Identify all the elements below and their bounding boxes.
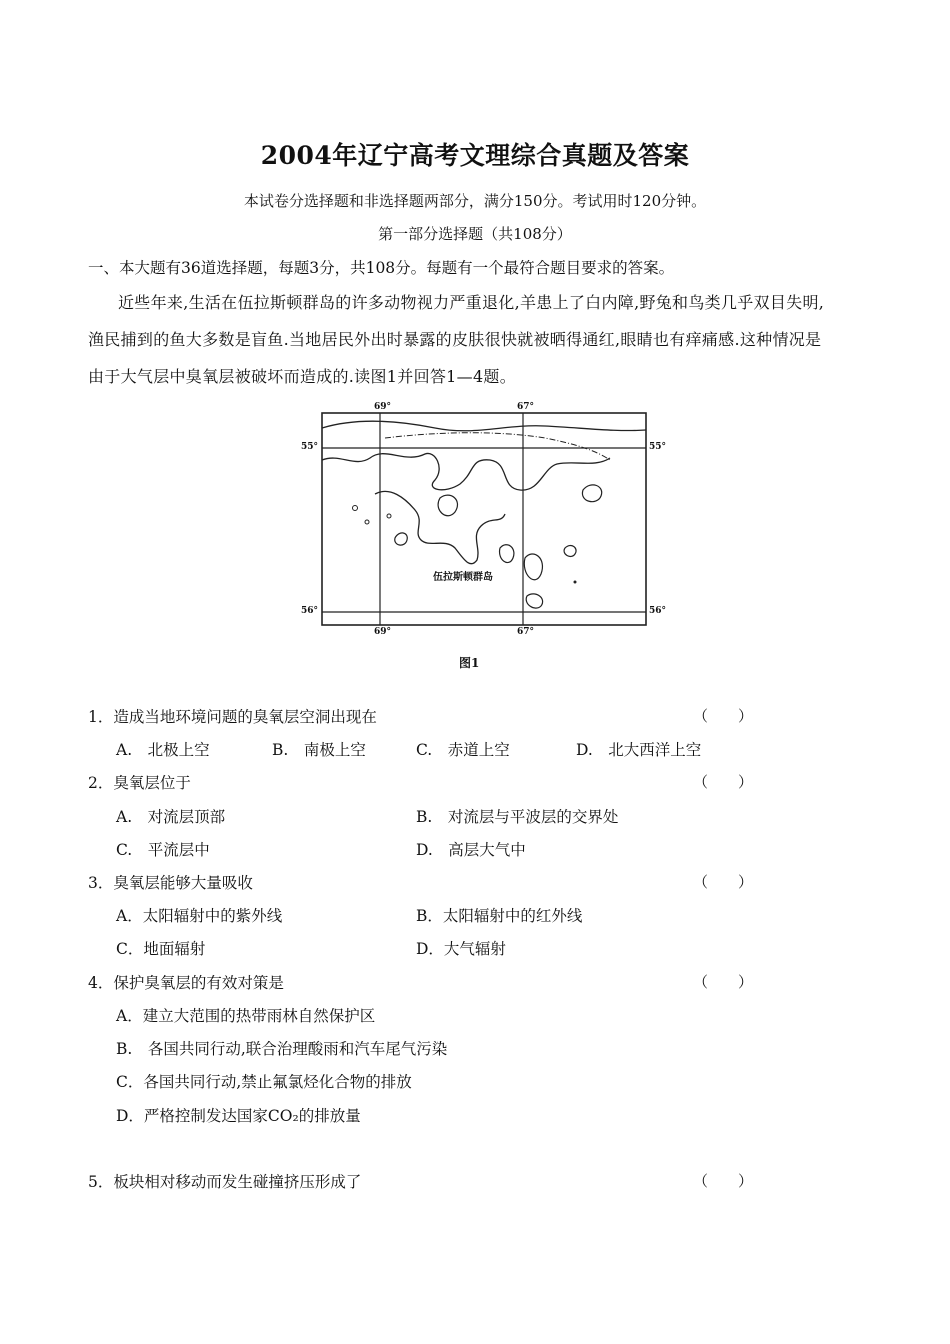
question-2-option-a: A. 对流层顶部 — [116, 808, 226, 826]
question-2-answer-paren: （ ） — [693, 773, 754, 791]
lat-label-56-right: 56° — [649, 606, 667, 616]
question-3-option-a: A．太阳辐射中的紫外线 — [116, 907, 283, 925]
coastline-south — [375, 491, 505, 563]
figure-1-map — [295, 398, 665, 643]
question-4-option-b: B. 各国共同行动,联合治理酸雨和汽车尾气污染 — [116, 1040, 448, 1058]
map-frame — [322, 413, 646, 625]
lon-label-67-top: 67° — [517, 402, 535, 412]
question-4-option-c: C．各国共同行动,禁止氟氯烃化合物的排放 — [116, 1073, 412, 1091]
question-3-stem: 3．臭氧层能够大量吸收 — [88, 874, 253, 892]
lon-label-69-bottom: 69° — [374, 627, 392, 637]
lon-label-67-bottom: 67° — [517, 627, 535, 637]
islet-1 — [353, 506, 358, 511]
question-2-stem: 2．臭氧层位于 — [88, 774, 191, 792]
island-7 — [564, 546, 576, 557]
question-5-answer-paren: （ ） — [693, 1172, 754, 1190]
passage-line-1: 近些年来,生活在伍拉斯顿群岛的许多动物视力严重退化,羊患上了白内障,野兔和鸟类几乎双目失明, — [118, 293, 825, 312]
island-3 — [500, 545, 514, 563]
island-4 — [524, 554, 542, 580]
question-1-option-c: C. 赤道上空 — [416, 741, 510, 759]
lat-label-56-left: 56° — [301, 606, 319, 616]
question-3-option-d: D．大气辐射 — [416, 940, 506, 958]
island-6 — [582, 485, 601, 502]
question-2-option-c: C. 平流层中 — [116, 841, 210, 859]
island-label: 伍拉斯顿群岛 — [433, 572, 493, 583]
part-heading: 第一部分选择题（共108分） — [378, 225, 572, 243]
passage-line-2: 渔民捕到的鱼大多数是盲鱼.当地居民外出时暴露的皮肤很快就被晒得通红,眼睛也有痒痛感.这种情况是 — [88, 330, 822, 349]
document-title: 2004年辽宁高考文理综合真题及答案 — [260, 141, 690, 170]
island-1 — [395, 533, 407, 545]
lon-label-69-top: 69° — [374, 402, 392, 412]
figure-caption: 图1 — [459, 656, 480, 670]
islet-4 — [574, 581, 577, 584]
question-2-option-d: D. 高层大气中 — [416, 841, 526, 859]
question-5-stem: 5．板块相对移动而发生碰撞挤压形成了 — [88, 1173, 362, 1191]
question-4-option-d: D．严格控制发达国家CO₂的排放量 — [116, 1107, 361, 1125]
islet-3 — [387, 514, 391, 518]
question-1-stem: 1．造成当地环境问题的臭氧层空洞出现在 — [88, 708, 377, 726]
lat-label-55-right: 55° — [649, 442, 667, 452]
island-2 — [438, 495, 457, 516]
question-3-option-c: C．地面辐射 — [116, 940, 206, 958]
coastline-north — [322, 421, 646, 431]
section-heading: 一、本大题有36道选择题，每题3分，共108分。每题有一个最符合题目要求的答案。 — [88, 259, 675, 277]
exam-intro: 本试卷分选择题和非选择题两部分，满分150分。考试用时120分钟。 — [243, 192, 707, 210]
lat-label-55-left: 55° — [301, 442, 319, 452]
passage-line-3: 由于大气层中臭氧层被破坏而造成的.读图1并回答1—4题。 — [88, 367, 517, 386]
coastline-main — [322, 453, 610, 490]
islet-2 — [365, 520, 369, 524]
question-4-stem: 4．保护臭氧层的有效对策是 — [88, 974, 284, 992]
question-1-option-a: A. 北极上空 — [116, 741, 210, 759]
map-svg — [295, 398, 665, 643]
question-3-answer-paren: （ ） — [693, 873, 754, 891]
question-1-option-d: D. 北大西洋上空 — [576, 741, 702, 759]
island-5 — [526, 594, 542, 608]
question-3-option-b: B．太阳辐射中的红外线 — [416, 907, 583, 925]
question-4-answer-paren: （ ） — [693, 973, 754, 991]
question-1-option-b: B. 南极上空 — [272, 741, 366, 759]
question-4-option-a: A．建立大范围的热带雨林自然保护区 — [116, 1007, 376, 1025]
question-1-answer-paren: （ ） — [693, 707, 754, 725]
question-2-option-b: B. 对流层与平波层的交界处 — [416, 808, 619, 826]
